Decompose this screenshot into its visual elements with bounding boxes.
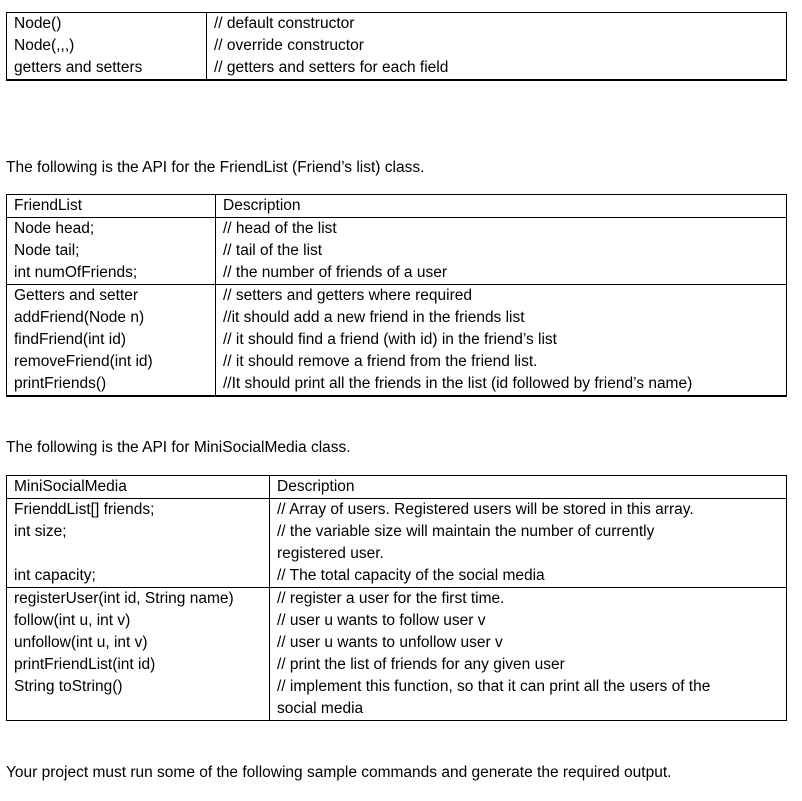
table-header-left: FriendList (7, 195, 216, 218)
table-cell-text: int size; (14, 523, 67, 540)
table-cell-text: // register a user for the first time. (277, 590, 505, 607)
table-cell-text: removeFriend(int id) (14, 353, 153, 370)
table-cell-text: String toString() (14, 678, 123, 695)
table-cell-text: social media (277, 700, 364, 717)
table-cell-text: // it should remove a friend from the friend list. (223, 353, 538, 370)
table-cell-text: printFriendList(int id) (14, 656, 156, 673)
table-cell-text: int capacity; (14, 567, 96, 584)
node-api-table (6, 12, 787, 81)
table-cell-text: // the variable size will maintain the number of currently (277, 523, 655, 540)
node-methods-cell (7, 13, 207, 81)
table-cell-text: // it should find a friend (with id) in the friend’s list (223, 331, 557, 348)
minisocial-fields-cell (7, 499, 270, 588)
table-cell-text: // override constructor (214, 37, 364, 54)
table-cell-text: //It should print all the friends in the list (id followed by friend’s name) (223, 375, 693, 392)
table-cell-text: // user u wants to follow user v (277, 612, 486, 629)
minisocial-methods-cell (7, 588, 270, 721)
friendlist-methods-desc-cell (216, 285, 787, 397)
table-cell-text: // user u wants to unfollow user v (277, 634, 503, 651)
table-header-right: Description (216, 195, 787, 218)
friendlist-intro-text: The following is the API for the FriendList (Friend’s list) class. (6, 159, 425, 176)
minisocial-methods-desc-cell (270, 588, 787, 721)
table-header-right: Description (270, 476, 787, 499)
table-cell-text: getters and setters (14, 59, 143, 76)
table-cell-text: registered user. (277, 545, 384, 562)
table-cell-text: // implement this function, so that it can print all the users of the (277, 678, 711, 695)
table-cell-text (14, 543, 269, 565)
table-cell-text: int numOfFriends; (14, 264, 138, 281)
table-cell-text: printFriends() (14, 375, 107, 392)
closing-text: Your project must run some of the following sample commands and generate the required output. (6, 764, 672, 781)
table-cell-text: // getters and setters for each field (214, 59, 449, 76)
table-cell-text: FrienddList[] friends; (14, 501, 155, 518)
table-cell-text: Node tail; (14, 242, 80, 259)
minisocial-fields-desc-cell (270, 499, 787, 588)
friendlist-methods-cell (7, 285, 216, 397)
table-cell-text: addFriend(Node n) (14, 309, 145, 326)
table-cell-text: // print the list of friends for any given user (277, 656, 565, 673)
table-cell-text: findFriend(int id) (14, 331, 126, 348)
friendlist-fields-desc-cell (216, 218, 787, 285)
table-cell-text: // Array of users. Registered users will be stored in this array. (277, 501, 694, 518)
table-cell-text: // tail of the list (223, 242, 323, 259)
node-descriptions-cell (207, 13, 787, 81)
table-cell-text: // the number of friends of a user (223, 264, 448, 281)
table-cell-text: registerUser(int id, String name) (14, 590, 234, 607)
table-cell-text: // The total capacity of the social media (277, 567, 545, 584)
minisocialmedia-api-table (6, 475, 787, 721)
table-cell-text: // default constructor (214, 15, 355, 32)
table-cell-text: // head of the list (223, 220, 337, 237)
table-cell-text: Node() (14, 15, 62, 32)
table-cell-text: Node head; (14, 220, 95, 237)
table-cell-text: Getters and setter (14, 287, 139, 304)
table-header-left: MiniSocialMedia (7, 476, 270, 499)
table-cell-text: Node(,,,) (14, 37, 75, 54)
friendlist-api-table (6, 194, 787, 397)
friendlist-fields-cell (7, 218, 216, 285)
table-cell-text: // setters and getters where required (223, 287, 472, 304)
minisocial-intro-text: The following is the API for MiniSocialMedia class. (6, 439, 351, 456)
table-cell-text: //it should add a new friend in the friends list (223, 309, 525, 326)
table-cell-text: follow(int u, int v) (14, 612, 131, 629)
table-cell-text: unfollow(int u, int v) (14, 634, 148, 651)
